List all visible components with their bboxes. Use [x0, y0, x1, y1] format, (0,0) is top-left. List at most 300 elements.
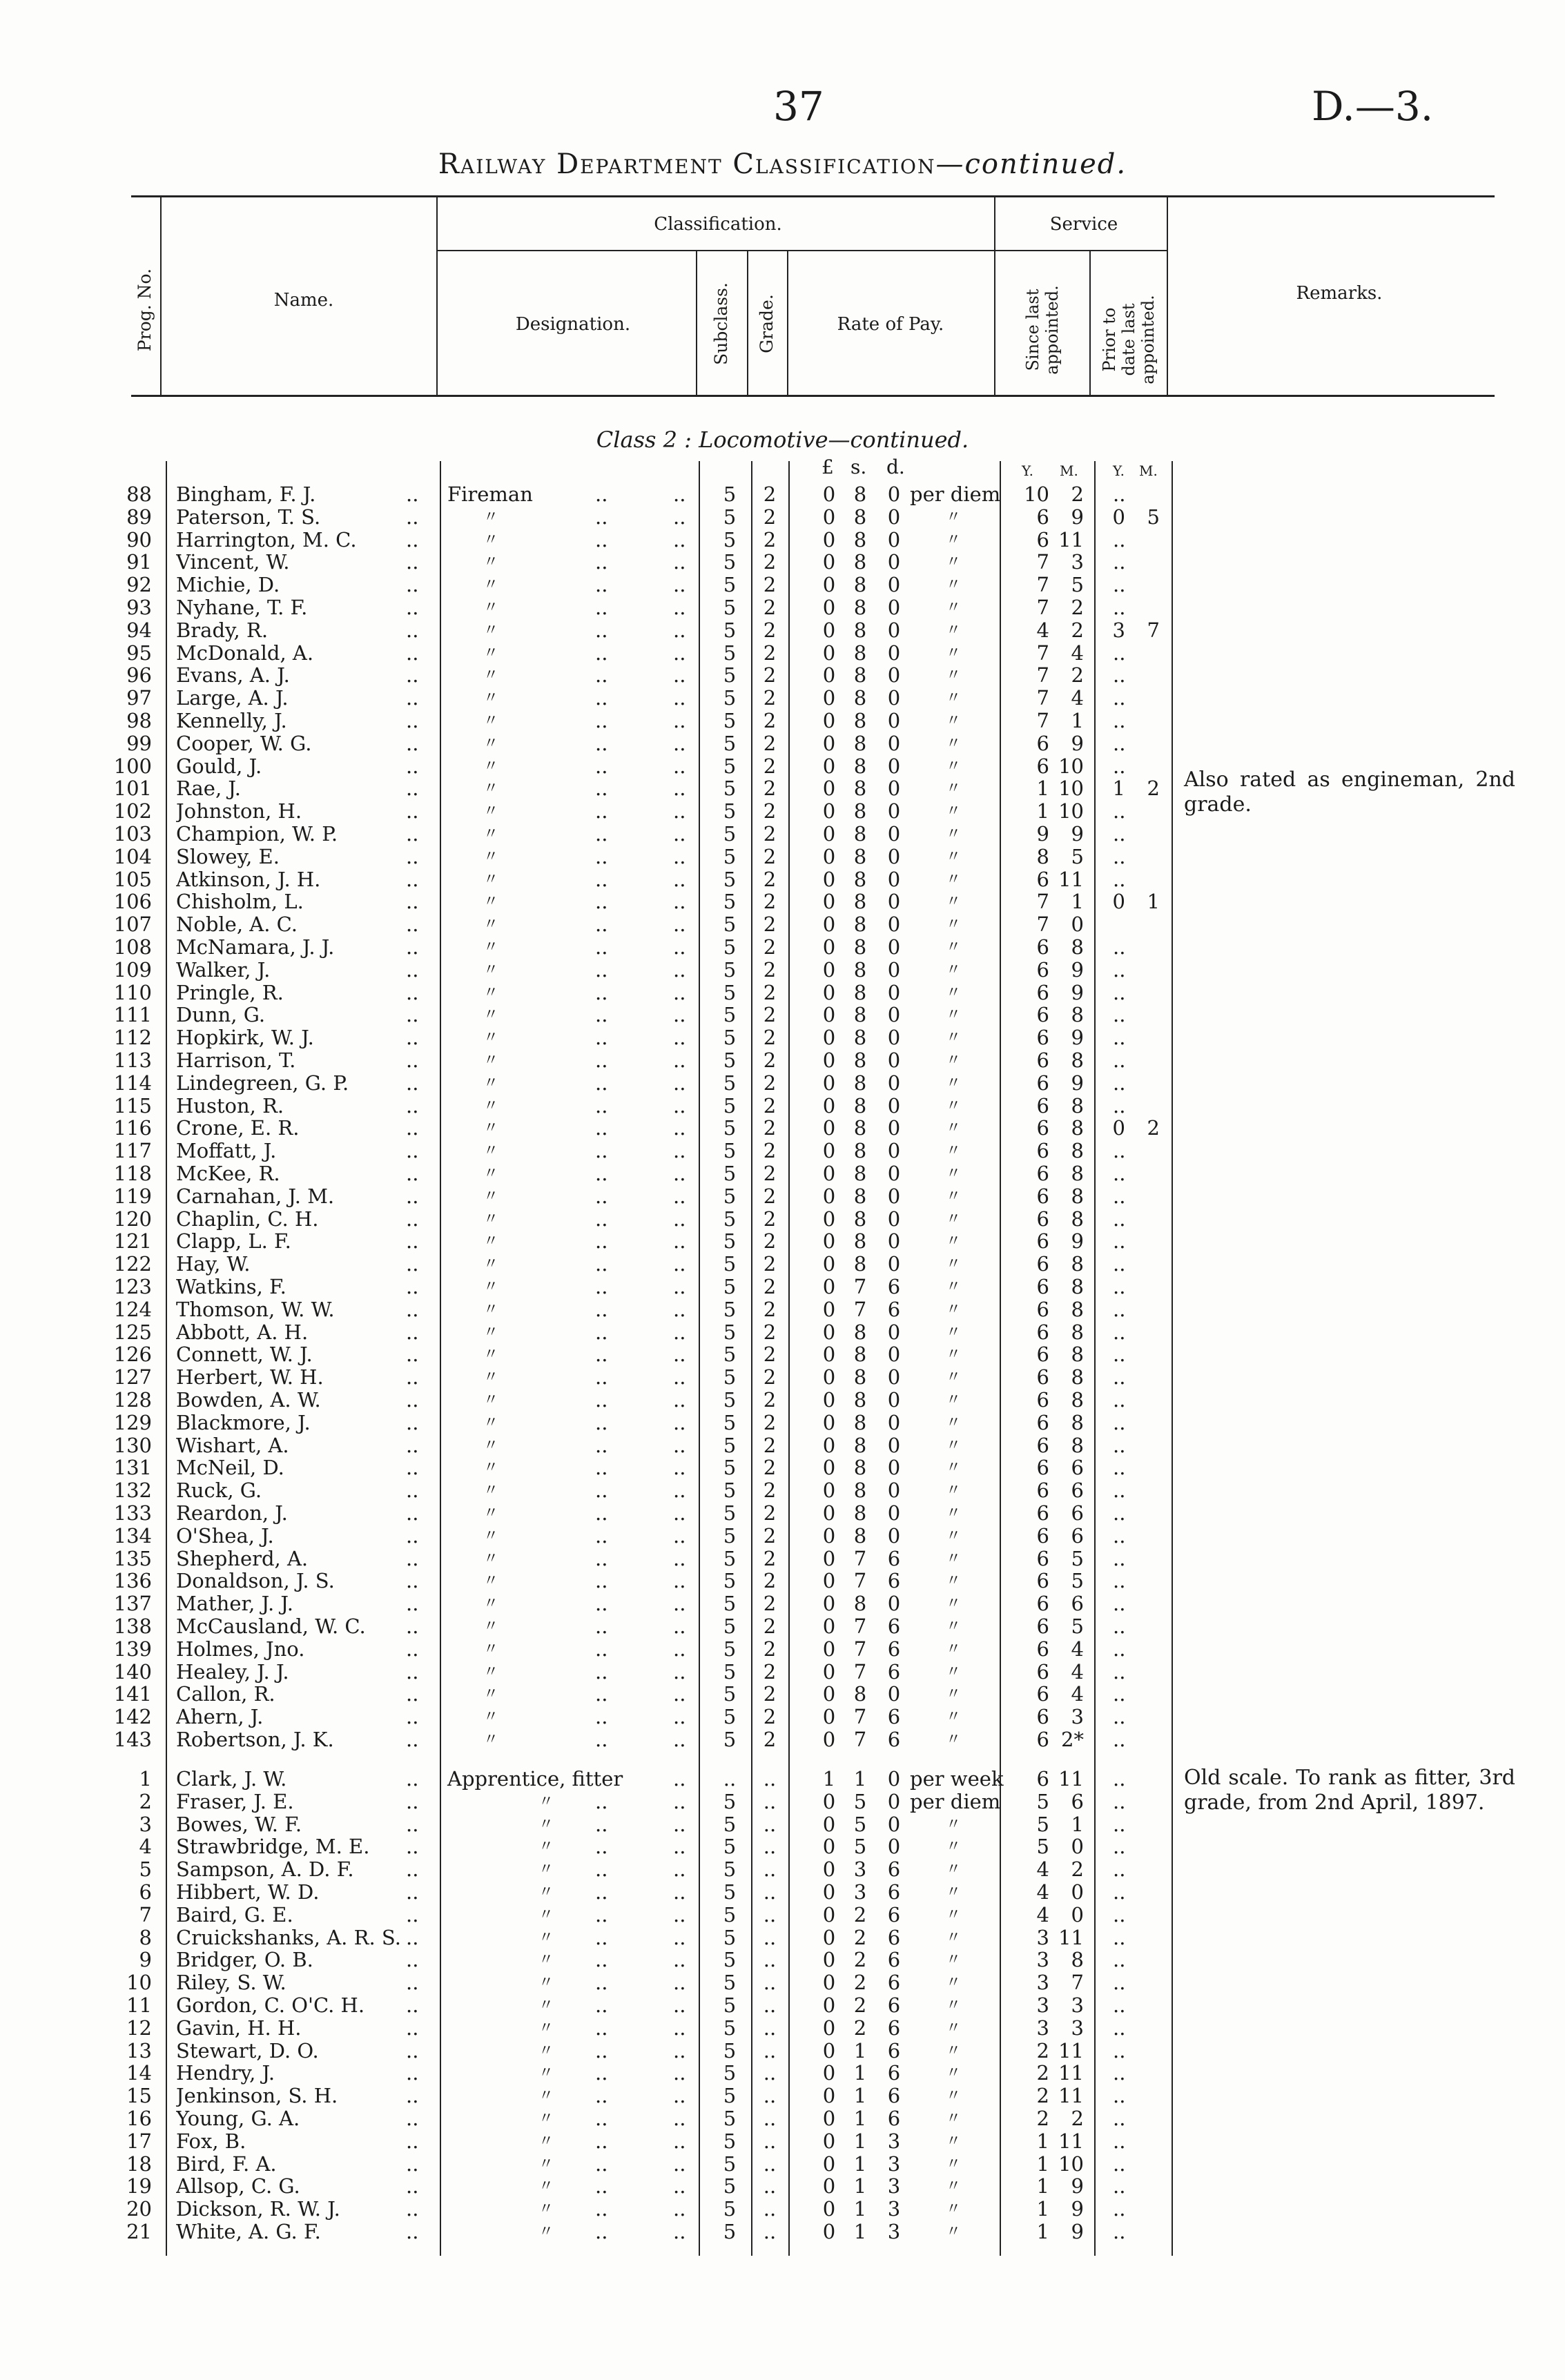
service-years-since: 4 [1036, 1880, 1049, 1904]
pay-period: 〃 [946, 2087, 962, 2105]
pay-shillings: 1 [853, 2197, 867, 2221]
service-prior-dots: .. [1113, 754, 1126, 778]
designation-ditto: 〃 [483, 576, 499, 594]
employee-name: Johnston, H. [176, 800, 302, 823]
service-prior-dots: .. [1113, 1569, 1126, 1593]
leader-dots: .. [595, 1048, 608, 1072]
pay-shillings: 2 [853, 1902, 867, 1927]
pay-pence: 0 [887, 505, 901, 529]
pay-pence: 0 [887, 663, 901, 687]
service-prior-dots: .. [1113, 1812, 1126, 1836]
leader-dots: .. [595, 1003, 608, 1027]
pay-pence: 0 [887, 709, 901, 732]
pay-period: 〃 [946, 780, 962, 798]
pay-period: 〃 [946, 870, 962, 888]
subclass: 5 [723, 1388, 737, 1412]
service-months-since: 2 [1071, 618, 1084, 642]
pay-period: 〃 [946, 1346, 962, 1364]
service-years-prior: 3 [1112, 618, 1125, 642]
leader-dots: .. [406, 2220, 419, 2243]
leader-dots: .. [595, 1320, 608, 1344]
pay-pounds: 0 [822, 1592, 836, 1616]
employee-name: Strawbridge, M. E. [176, 1835, 370, 1859]
employee-name: Hibbert, W. D. [176, 1881, 320, 1904]
designation-ditto: 〃 [483, 870, 499, 888]
service-years-since: 1 [1036, 799, 1049, 823]
service-years-since: 1 [1036, 2174, 1049, 2198]
pay-shillings: 8 [853, 686, 867, 710]
leader-dots: .. [595, 1812, 608, 1836]
subclass: 5 [723, 1993, 737, 2017]
leader-dots: .. [673, 1343, 686, 1367]
service-years-since: 6 [1036, 1569, 1049, 1593]
pay-pounds: 0 [822, 1523, 836, 1548]
leader-dots: .. [595, 1615, 608, 1638]
col-header-rate-of-pay: Rate of Pay. [837, 314, 944, 335]
service-prior-dots: .. [1113, 573, 1126, 597]
subclass: 5 [723, 1093, 737, 1118]
leader-dots: .. [406, 618, 419, 642]
service-years-since: 6 [1036, 1501, 1049, 1525]
leader-dots: .. [406, 2016, 419, 2040]
leader-dots: .. [673, 2220, 686, 2243]
leader-dots: .. [595, 1523, 608, 1548]
service-months-since: 11 [1058, 2129, 1084, 2153]
pay-shillings: 5 [853, 1789, 867, 1813]
employee-name: O'Shea, J. [176, 1524, 274, 1548]
leader-dots: .. [406, 1229, 419, 1254]
subclass: 5 [723, 1592, 737, 1616]
designation-ditto: 〃 [483, 826, 499, 843]
prog-no: 111 [113, 1003, 152, 1027]
leader-dots: .. [673, 1705, 686, 1729]
designation-ditto: 〃 [483, 780, 499, 798]
leader-dots: .. [595, 1433, 608, 1457]
service-years-since: 6 [1036, 754, 1049, 778]
service-prior-dots: .. [1113, 731, 1126, 755]
service-years-since: 6 [1036, 1546, 1049, 1570]
subclass: 5 [723, 1682, 737, 1706]
service-prior-dots: .. [1113, 1880, 1126, 1904]
pay-shillings: 1 [853, 2220, 867, 2243]
grade: 2 [763, 1184, 777, 1208]
pay-pounds: 0 [822, 1501, 836, 1525]
prog-no: 140 [113, 1659, 152, 1684]
leader-dots: .. [595, 2197, 608, 2221]
pay-shillings: 7 [853, 1637, 867, 1661]
pay-pence: 6 [887, 1569, 901, 1593]
leader-dots: .. [673, 1659, 686, 1684]
pay-pence: 0 [887, 935, 901, 959]
employee-name: Cruickshanks, A. R. S. [176, 1926, 401, 1949]
pay-period: 〃 [946, 690, 962, 708]
table-row [0, 1004, 1565, 1026]
subclass: 5 [723, 1971, 737, 1995]
pay-pounds: 0 [822, 550, 836, 574]
pay-pence: 6 [887, 1297, 901, 1321]
designation-ditto: 〃 [483, 848, 499, 866]
pay-pounds: 0 [822, 686, 836, 710]
prog-no: 108 [113, 935, 152, 959]
service-years-since: 6 [1036, 1116, 1049, 1140]
pay-pounds: 0 [822, 1637, 836, 1661]
pay-shillings: 8 [853, 550, 867, 574]
service-years-since: 7 [1036, 573, 1049, 597]
pay-period: 〃 [946, 1097, 962, 1115]
leader-dots: .. [595, 2107, 608, 2130]
pay-shillings: 8 [853, 1479, 867, 1503]
col-header-classification: Classification. [654, 214, 782, 235]
grade: .. [763, 1993, 777, 2017]
grade: 2 [763, 1162, 777, 1185]
leader-dots: .. [595, 1592, 608, 1616]
pay-pounds: 0 [822, 1229, 836, 1254]
prog-no: 131 [113, 1456, 152, 1480]
designation-ditto: 〃 [483, 1142, 499, 1160]
subclass: 5 [723, 2084, 737, 2108]
pay-shillings: 1 [853, 2084, 867, 2108]
prog-no: 101 [113, 777, 152, 801]
grade: 2 [763, 1569, 777, 1593]
service-years-since: 6 [1036, 1184, 1049, 1208]
service-years-since: 6 [1036, 1410, 1049, 1434]
pay-period: 〃 [946, 1414, 962, 1432]
designation-ditto: 〃 [483, 1686, 499, 1704]
prog-no: 104 [113, 844, 152, 868]
remark-apprentice-1: Old scale. To rank as fitter, 3rd grade, from 2nd April, 1897. [1184, 1766, 1515, 1815]
leader-dots: .. [673, 1093, 686, 1118]
designation: Fireman [447, 482, 533, 506]
leader-dots: .. [673, 527, 686, 552]
pay-pence: 0 [887, 1767, 901, 1791]
pay-shillings: 2 [853, 1925, 867, 1949]
table-row [0, 1117, 1565, 1140]
designation-ditto: 〃 [538, 2042, 554, 2060]
subclass: 5 [723, 980, 737, 1004]
leader-dots: .. [406, 641, 419, 665]
page-title [0, 148, 1565, 180]
leader-dots: .. [595, 2174, 608, 2198]
unit-pound: £ [822, 456, 834, 478]
service-months-since: 8 [1071, 1093, 1084, 1118]
prog-no: 2 [139, 1789, 152, 1813]
prog-no: 12 [126, 2016, 152, 2040]
col-header-prog-no: Prog. No. [135, 268, 155, 352]
leader-dots: .. [406, 1410, 419, 1434]
leader-dots: .. [595, 1659, 608, 1684]
employee-name: Noble, A. C. [176, 913, 298, 937]
pay-pounds: 0 [822, 1479, 836, 1503]
service-years-since: 6 [1036, 867, 1049, 891]
pay-pounds: 0 [822, 1433, 836, 1457]
designation-ditto: 〃 [483, 1210, 499, 1228]
subclass: 5 [723, 799, 737, 823]
service-years-since: 6 [1036, 1162, 1049, 1185]
prog-no: 100 [113, 754, 152, 778]
pay-pence: 0 [887, 754, 901, 778]
pay-pounds: 0 [822, 2061, 836, 2085]
leader-dots: .. [406, 1162, 419, 1185]
service-months-since: 11 [1058, 2061, 1084, 2085]
employee-name: Blackmore, J. [176, 1411, 311, 1434]
pay-pence: 0 [887, 550, 901, 574]
prog-no: 126 [113, 1343, 152, 1367]
grade: 2 [763, 844, 777, 868]
subclass: 5 [723, 1569, 737, 1593]
pay-pence: 6 [887, 1275, 901, 1298]
table-top-rule [131, 195, 1495, 197]
prog-no: 99 [126, 731, 152, 755]
service-months-since: 2 [1071, 2107, 1084, 2130]
pay-period: 〃 [946, 2178, 962, 2196]
subclass: 5 [723, 1812, 737, 1836]
prog-no: 102 [113, 799, 152, 823]
service-years-since: 7 [1036, 596, 1049, 619]
service-years-since: 4 [1036, 1857, 1049, 1882]
pay-pounds: 0 [822, 980, 836, 1004]
pay-shillings: 1 [853, 2152, 867, 2176]
leader-dots: .. [406, 1659, 419, 1684]
pay-shillings: 8 [853, 573, 867, 597]
pay-period: 〃 [946, 2132, 962, 2150]
prog-no: 139 [113, 1637, 152, 1661]
pay-shillings: 8 [853, 505, 867, 529]
employee-name: Walker, J. [176, 958, 271, 982]
designation-ditto: 〃 [538, 2223, 554, 2241]
leader-dots: .. [595, 1728, 608, 1751]
pay-pence: 0 [887, 1479, 901, 1503]
pay-pence: 0 [887, 1229, 901, 1254]
service-months-since: 8 [1071, 1343, 1084, 1367]
pay-pence: 0 [887, 1184, 901, 1208]
service-months-since: 8 [1071, 1275, 1084, 1298]
pay-period: 〃 [946, 1369, 962, 1387]
leader-dots: .. [406, 2174, 419, 2198]
pay-shillings: 8 [853, 709, 867, 732]
pay-pounds: 0 [822, 1297, 836, 1321]
service-months-since: 8 [1071, 1948, 1084, 1972]
service-years-since: 1 [1036, 777, 1049, 801]
service-months-since: 9 [1071, 980, 1084, 1004]
pay-pounds: 0 [822, 1880, 836, 1904]
pay-shillings: 8 [853, 1320, 867, 1344]
service-months-since: 4 [1071, 686, 1084, 710]
service-prior-dots: .. [1113, 1637, 1126, 1661]
service-prior-dots: .. [1113, 1705, 1126, 1729]
leader-dots: .. [673, 1365, 686, 1389]
pay-pounds: 0 [822, 2129, 836, 2153]
header-vline-3 [696, 250, 697, 395]
service-months-since: 8 [1071, 1116, 1084, 1140]
subclass: 5 [723, 2107, 737, 2130]
subclass: 5 [723, 731, 737, 755]
grade: 2 [763, 1048, 777, 1072]
service-prior-dots: .. [1113, 935, 1126, 959]
grade: 2 [763, 1682, 777, 1706]
grade: 2 [763, 1365, 777, 1389]
leader-dots: .. [595, 1071, 608, 1095]
service-months-prior: 2 [1147, 1116, 1160, 1140]
since-last-text: Since last appointed. [1023, 285, 1062, 375]
grade: 2 [763, 1456, 777, 1480]
service-prior-dots: .. [1113, 1835, 1126, 1859]
service-years-since: 6 [1036, 1003, 1049, 1027]
service-prior-dots: .. [1113, 1003, 1126, 1027]
pay-pence: 6 [887, 1857, 901, 1882]
pay-pounds: 0 [822, 777, 836, 801]
service-years-since: 6 [1036, 1705, 1049, 1729]
service-years-since: 1 [1036, 2197, 1049, 2221]
leader-dots: .. [673, 822, 686, 846]
subclass: 5 [723, 1835, 737, 1859]
designation-ditto: 〃 [483, 1550, 499, 1568]
designation-ditto: 〃 [538, 2087, 554, 2105]
pay-shillings: 1 [853, 2107, 867, 2130]
service-months-since: 3 [1071, 1993, 1084, 2017]
table-row [0, 1904, 1565, 1927]
pay-period: 〃 [946, 1278, 962, 1296]
service-years-since: 4 [1036, 1902, 1049, 1927]
designation-ditto: 〃 [483, 1120, 499, 1138]
designation-ditto: 〃 [483, 757, 499, 775]
pay-shillings: 7 [853, 1569, 867, 1593]
prog-no: 97 [126, 686, 152, 710]
leader-dots: .. [595, 1902, 608, 1927]
pay-shillings: 7 [853, 1275, 867, 1298]
grade: 2 [763, 1615, 777, 1638]
subclass: 5 [723, 1546, 737, 1570]
subclass: 5 [723, 913, 737, 937]
leader-dots: .. [673, 1320, 686, 1344]
leader-dots: .. [406, 1902, 419, 1927]
service-months-since: 4 [1071, 1659, 1084, 1684]
service-prior-dots: .. [1113, 1479, 1126, 1503]
pay-pounds: 0 [822, 2107, 836, 2130]
leader-dots: .. [673, 505, 686, 529]
table-row [0, 1140, 1565, 1162]
grade: .. [763, 2107, 777, 2130]
grade: 2 [763, 1139, 777, 1163]
pay-shillings: 8 [853, 1343, 867, 1367]
service-months-since: 8 [1071, 1320, 1084, 1344]
subclass: 5 [723, 573, 737, 597]
pay-shillings: 7 [853, 1615, 867, 1638]
grade: 2 [763, 935, 777, 959]
table-row [0, 1570, 1565, 1592]
leader-dots: .. [595, 1026, 608, 1050]
service-years-since: 5 [1036, 1812, 1049, 1836]
pay-pounds: 0 [822, 935, 836, 959]
col-header-since-last [1023, 275, 1062, 385]
pay-pence: 0 [887, 1433, 901, 1457]
grade: 2 [763, 1705, 777, 1729]
pay-pence: 6 [887, 2016, 901, 2040]
prog-no: 143 [113, 1728, 152, 1751]
subclass: 5 [723, 1026, 737, 1050]
leader-dots: .. [595, 1410, 608, 1434]
service-prior-dots: .. [1113, 980, 1126, 1004]
leader-dots: .. [406, 1728, 419, 1751]
service-months-since: 6 [1071, 1789, 1084, 1813]
leader-dots: .. [673, 2174, 686, 2198]
subclass: 5 [723, 1229, 737, 1254]
service-prior-dots: .. [1113, 2107, 1126, 2130]
leader-dots: .. [406, 1388, 419, 1412]
service-prior-dots: .. [1113, 2061, 1126, 2085]
employee-name: Young, G. A. [176, 2107, 300, 2130]
designation-ditto: 〃 [483, 667, 499, 685]
designation-ditto: 〃 [483, 1052, 499, 1069]
leader-dots: .. [595, 2220, 608, 2243]
pay-shillings: 8 [853, 1048, 867, 1072]
service-prior-dots: .. [1113, 2197, 1126, 2221]
service-prior-dots: .. [1113, 1767, 1126, 1791]
service-years-since: 6 [1036, 1659, 1049, 1684]
pay-period: 〃 [946, 1256, 962, 1274]
employee-name: Chisholm, L. [176, 890, 304, 914]
leader-dots: .. [406, 1003, 419, 1027]
service-months-since: 0 [1071, 1835, 1084, 1859]
employee-name: Clapp, L. F. [176, 1230, 291, 1254]
designation-ditto: 〃 [483, 803, 499, 821]
service-years-since: 3 [1036, 2016, 1049, 2040]
service-years-since: 7 [1036, 913, 1049, 937]
leader-dots: .. [595, 1139, 608, 1163]
service-years-since: 6 [1036, 1682, 1049, 1706]
service-months-since: 6 [1071, 1501, 1084, 1525]
employee-name: Bingham, F. J. [176, 483, 316, 506]
leader-dots: .. [673, 1523, 686, 1548]
service-months-since: 3 [1071, 1705, 1084, 1729]
service-years-prior: 0 [1112, 505, 1125, 529]
designation-ditto: 〃 [483, 712, 499, 730]
leader-dots: .. [595, 1948, 608, 1972]
table-row [0, 1479, 1565, 1502]
pay-pounds: 0 [822, 1902, 836, 1927]
pay-period: 〃 [946, 1815, 962, 1833]
grade: 2 [763, 596, 777, 619]
leader-dots: .. [406, 1048, 419, 1072]
grade: 2 [763, 1410, 777, 1434]
employee-name: Slowey, E. [176, 845, 280, 868]
leader-dots: .. [406, 754, 419, 778]
pay-period: 〃 [946, 1505, 962, 1522]
leader-dots: .. [595, 1229, 608, 1254]
pay-pounds: 0 [822, 663, 836, 687]
pay-period: 〃 [946, 508, 962, 526]
service-prior-dots: .. [1113, 550, 1126, 574]
service-years-since: 4 [1036, 618, 1049, 642]
table-row [0, 574, 1565, 596]
grade: 2 [763, 913, 777, 937]
service-years-since: 6 [1036, 1728, 1049, 1751]
pay-period: 〃 [946, 1165, 962, 1182]
leader-dots: .. [406, 890, 419, 914]
service-prior-dots: .. [1113, 1789, 1126, 1813]
service-years-since: 3 [1036, 1925, 1049, 1949]
leader-dots: .. [406, 1546, 419, 1570]
grade: 2 [763, 1637, 777, 1661]
pay-pence: 0 [887, 1523, 901, 1548]
service-prior-dots: .. [1113, 1229, 1126, 1254]
pay-period: 〃 [946, 1861, 962, 1879]
grade: 2 [763, 1728, 777, 1751]
subclass: 5 [723, 1252, 737, 1276]
leader-dots: .. [673, 1433, 686, 1457]
service-prior-dots: .. [1113, 1026, 1126, 1050]
prog-no: 6 [139, 1880, 152, 1904]
designation-ditto: 〃 [483, 508, 499, 526]
